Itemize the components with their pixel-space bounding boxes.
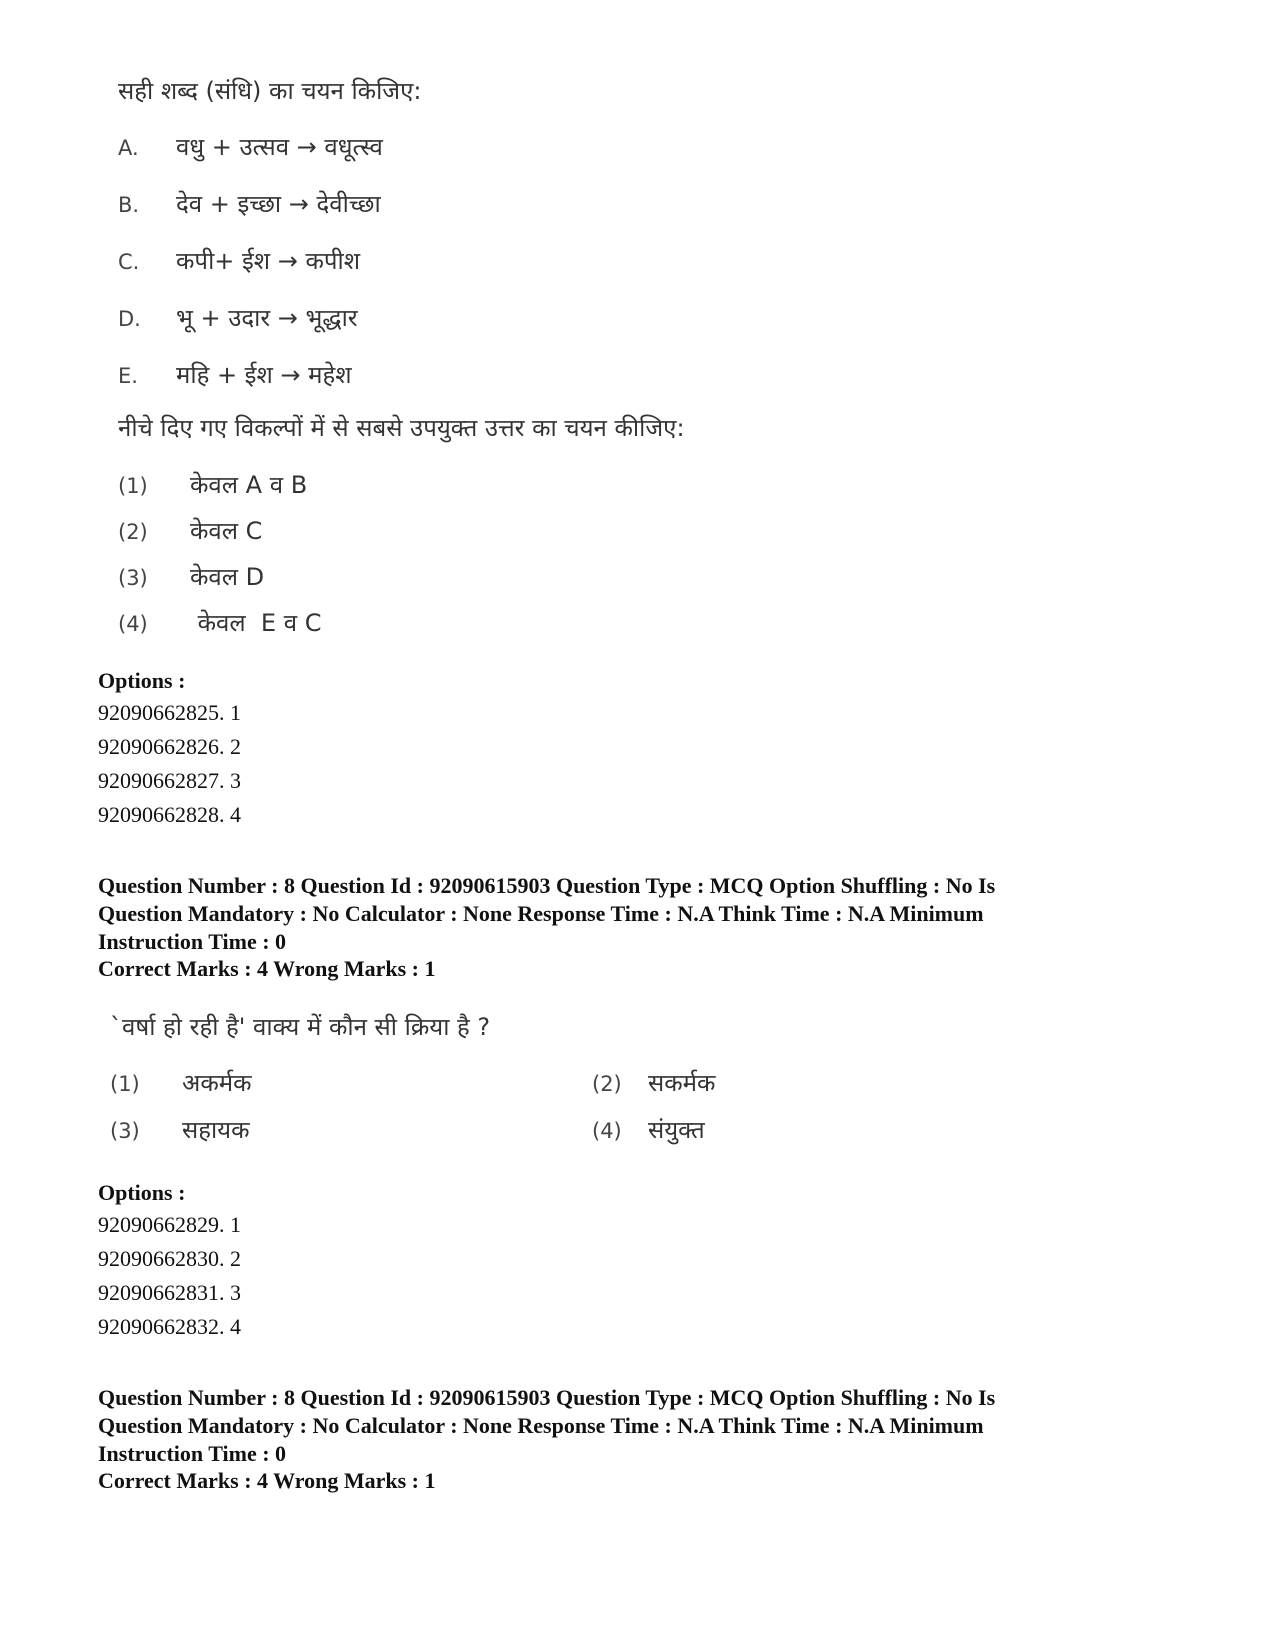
choice-text: सकर्मक	[648, 1069, 716, 1097]
q7-options	[98, 666, 241, 832]
q8-choice-2	[592, 1068, 715, 1099]
meta-line: Question Number : 8 Question Id : 92090615903 Question Type : MCQ Option Shuffling : No Is	[98, 1385, 996, 1410]
option-item: 92090662826. 2	[98, 734, 241, 759]
q7-statement-b	[118, 189, 381, 220]
statement-text: कपी+ ईश → कपीश	[176, 247, 361, 275]
choice-label: (3)	[118, 566, 148, 590]
option-item: 92090662832. 4	[98, 1314, 241, 1339]
q8-metadata	[98, 872, 1198, 956]
q7-statement-e	[118, 360, 352, 391]
q8-options	[98, 1178, 241, 1344]
option-item: 92090662827. 3	[98, 768, 241, 793]
q8-choice-4	[592, 1115, 705, 1146]
statement-label: B.	[118, 193, 140, 217]
choice-text: केवल E व C	[190, 609, 322, 637]
q8-question: `वर्षा हो रही है' वाक्य में कौन सी क्रिया है ?	[110, 1013, 491, 1041]
statement-text: महि + ईश → महेश	[176, 361, 352, 389]
q7-choice-3	[118, 562, 264, 593]
statement-text: भू + उदार → भूद्धार	[176, 304, 358, 332]
choice-text: संयुक्त	[648, 1116, 705, 1144]
q7-statement-c	[118, 246, 360, 277]
choice-label: (4)	[118, 612, 148, 636]
choice-text: अकर्मक	[182, 1069, 252, 1097]
q7-choice-4	[118, 608, 321, 639]
q7-choice-2	[118, 516, 262, 547]
option-item: 92090662830. 2	[98, 1246, 241, 1271]
choice-text: सहायक	[182, 1116, 250, 1144]
q7-prompt: नीचे दिए गए विकल्पों में से सबसे उपयुक्त उत्तर का चयन कीजिए:	[118, 414, 685, 442]
choice-label: (2)	[592, 1072, 622, 1096]
choice-label: (2)	[118, 520, 148, 544]
choice-text: केवल C	[190, 517, 263, 545]
question-7-image	[0, 0, 1275, 670]
statement-label: C.	[118, 250, 140, 274]
meta-line: Question Number : 8 Question Id : 92090615903 Question Type : MCQ Option Shuffling : No Is	[98, 873, 996, 898]
q7-instruction: सही शब्द (संधि) का चयन किजिए:	[118, 77, 422, 105]
q7-statement-a	[118, 132, 383, 163]
option-item: 92090662829. 1	[98, 1212, 241, 1237]
meta-line: Question Mandatory : No Calculator : None Response Time : N.A Think Time : N.A Minimum	[98, 1413, 984, 1438]
q9-metadata	[98, 1384, 1198, 1468]
meta-line: Instruction Time : 0	[98, 1441, 287, 1466]
q9-marks: Correct Marks : 4 Wrong Marks : 1	[98, 1468, 436, 1493]
choice-label: (1)	[110, 1072, 140, 1096]
meta-line: Question Mandatory : No Calculator : None Response Time : N.A Think Time : N.A Minimum	[98, 901, 984, 926]
q8-marks: Correct Marks : 4 Wrong Marks : 1	[98, 956, 436, 981]
choice-text: केवल D	[190, 563, 265, 591]
statement-text: देव + इच्छा → देवीच्छा	[176, 190, 381, 218]
choice-label: (1)	[118, 474, 148, 498]
q8-choice-1	[110, 1068, 252, 1099]
q8-choice-3	[110, 1115, 250, 1146]
option-item: 92090662825. 1	[98, 700, 241, 725]
question-8-image	[0, 1000, 1275, 1170]
statement-label: E.	[118, 364, 138, 388]
option-item: 92090662828. 4	[98, 802, 241, 827]
options-heading: Options :	[98, 1180, 186, 1205]
meta-line: Instruction Time : 0	[98, 929, 287, 954]
statement-text: वधु + उत्सव → वधूत्स्व	[176, 133, 383, 161]
option-item: 92090662831. 3	[98, 1280, 241, 1305]
q7-statement-d	[118, 303, 358, 334]
choice-label: (3)	[110, 1119, 140, 1143]
options-heading: Options :	[98, 668, 186, 693]
statement-label: A.	[118, 136, 139, 160]
choice-label: (4)	[592, 1119, 622, 1143]
statement-label: D.	[118, 307, 141, 331]
q7-choice-1	[118, 470, 307, 501]
choice-text: केवल A व B	[190, 471, 308, 499]
